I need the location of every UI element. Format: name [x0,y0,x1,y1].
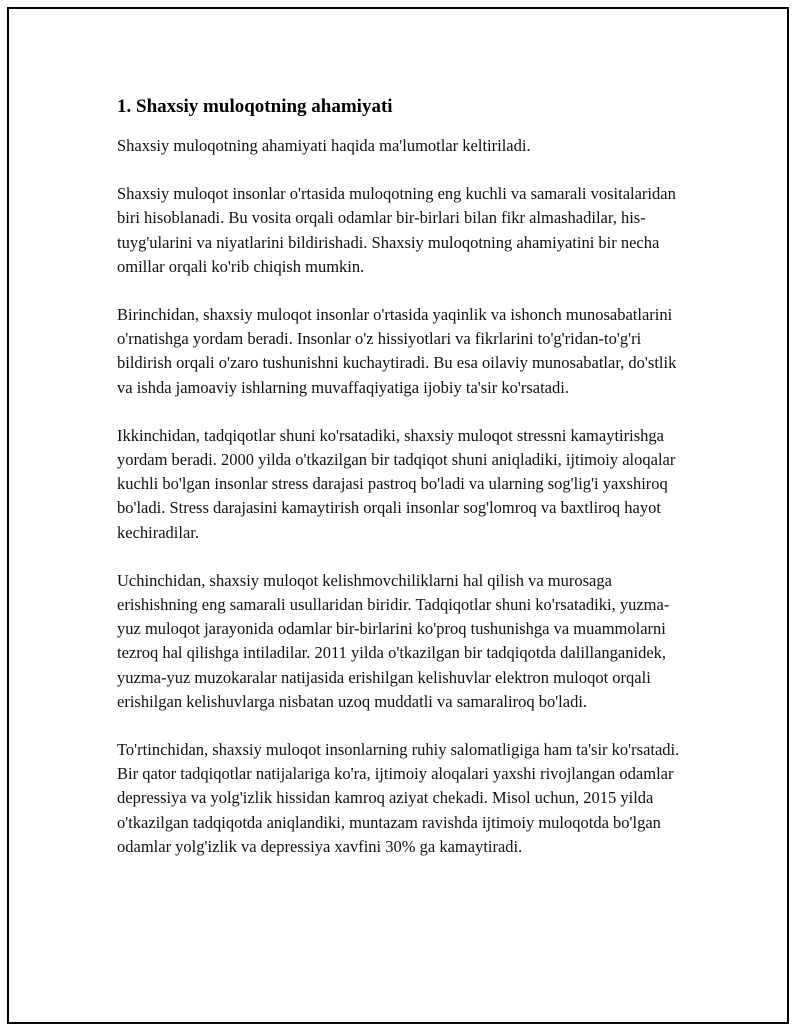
paragraph-overview: Shaxsiy muloqot insonlar o'rtasida muloqotning eng kuchli va samarali vositalaridan biri hisoblanadi. Bu vosita orqali odamlar bir-birlari bilan fikr almashadilar, his-tuyg'ularini va niyatlarini bildirishadi. Shaxsiy muloqotning ahamiyatini bir necha omillar orqali ko'rib chiqish mumkin. [117,184,676,276]
section-heading: 1. Shaxsiy muloqotning ahamiyati [117,96,393,117]
intro-paragraph: Shaxsiy muloqotning ahamiyati haqida ma'lumotlar keltiriladi. [117,136,531,155]
paragraph-first-point: Birinchidan, shaxsiy muloqot insonlar o'rtasida yaqinlik va ishonch munosabatlarini o'rnatishga yordam beradi. Insonlar o'z hissiyotlari va fikrlarini to'g'ridan-to'g'ri bildirish orqali o'zaro tushunishni kuchaytiradi. Bu esa oilaviy munosabatlar, do'stlik va ishda jamoaviy ishlarning muvaffaqiyatiga ijobiy ta'sir ko'rsatadi. [117,305,677,397]
paragraph-fourth-point: To'rtinchidan, shaxsiy muloqot insonlarning ruhiy salomatligiga ham ta'sir ko'rsatadi. Bir qator tadqiqotlar natijalariga ko'ra, ijtimoiy aloqalari yaxshi rivojlangan odamlar depressiya va yolg'izlik hissidan kamroq aziyat chekadi. Misol uchun, 2015 yilda o'tkazilgan tadqiqotda aniqlandiki, muntazam ravishda ijtimoiy muloqotda bo'lgan odamlar yolg'izlik va depressiya xavfini 30% ga kamaytiradi. [117,740,680,856]
document-body [117,95,687,883]
paragraph-third-point: Uchinchidan, shaxsiy muloqot kelishmovchiliklarni hal qilish va murosaga erishishning eng samarali usullaridan biridir. Tadqiqotlar shuni ko'rsatadiki, yuzma-yuz muloqot jarayonida odamlar bir-birlarini ko'proq tushunishga va muammolarni tezroq hal qilishga intiladilar. 2011 yilda o'tkazilgan bir tadqiqotda dalillanganidek, yuzma-yuz muzokaralar natijasida erishilgan kelishuvlar elektron muloqot orqali erishilgan kelishuvlarga nisbatan uzoq muddatli va samaraliroq bo'ladi. [117,570,670,711]
paragraph-second-point: Ikkinchidan, tadqiqotlar shuni ko'rsatadiki, shaxsiy muloqot stressni kamaytirishga yordam beradi. 2000 yilda o'tkazilgan bir tadqiqot shuni aniqladiki, ijtimoiy aloqalar kuchli bo'lgan insonlar stress darajasi pastroq bo'ladi va ularning sog'lig'i yaxshiroq bo'ladi. Stress darajasini kamaytirish orqali insonlar sog'lomroq va baxtliroq hayot kechiradilar. [117,425,676,542]
